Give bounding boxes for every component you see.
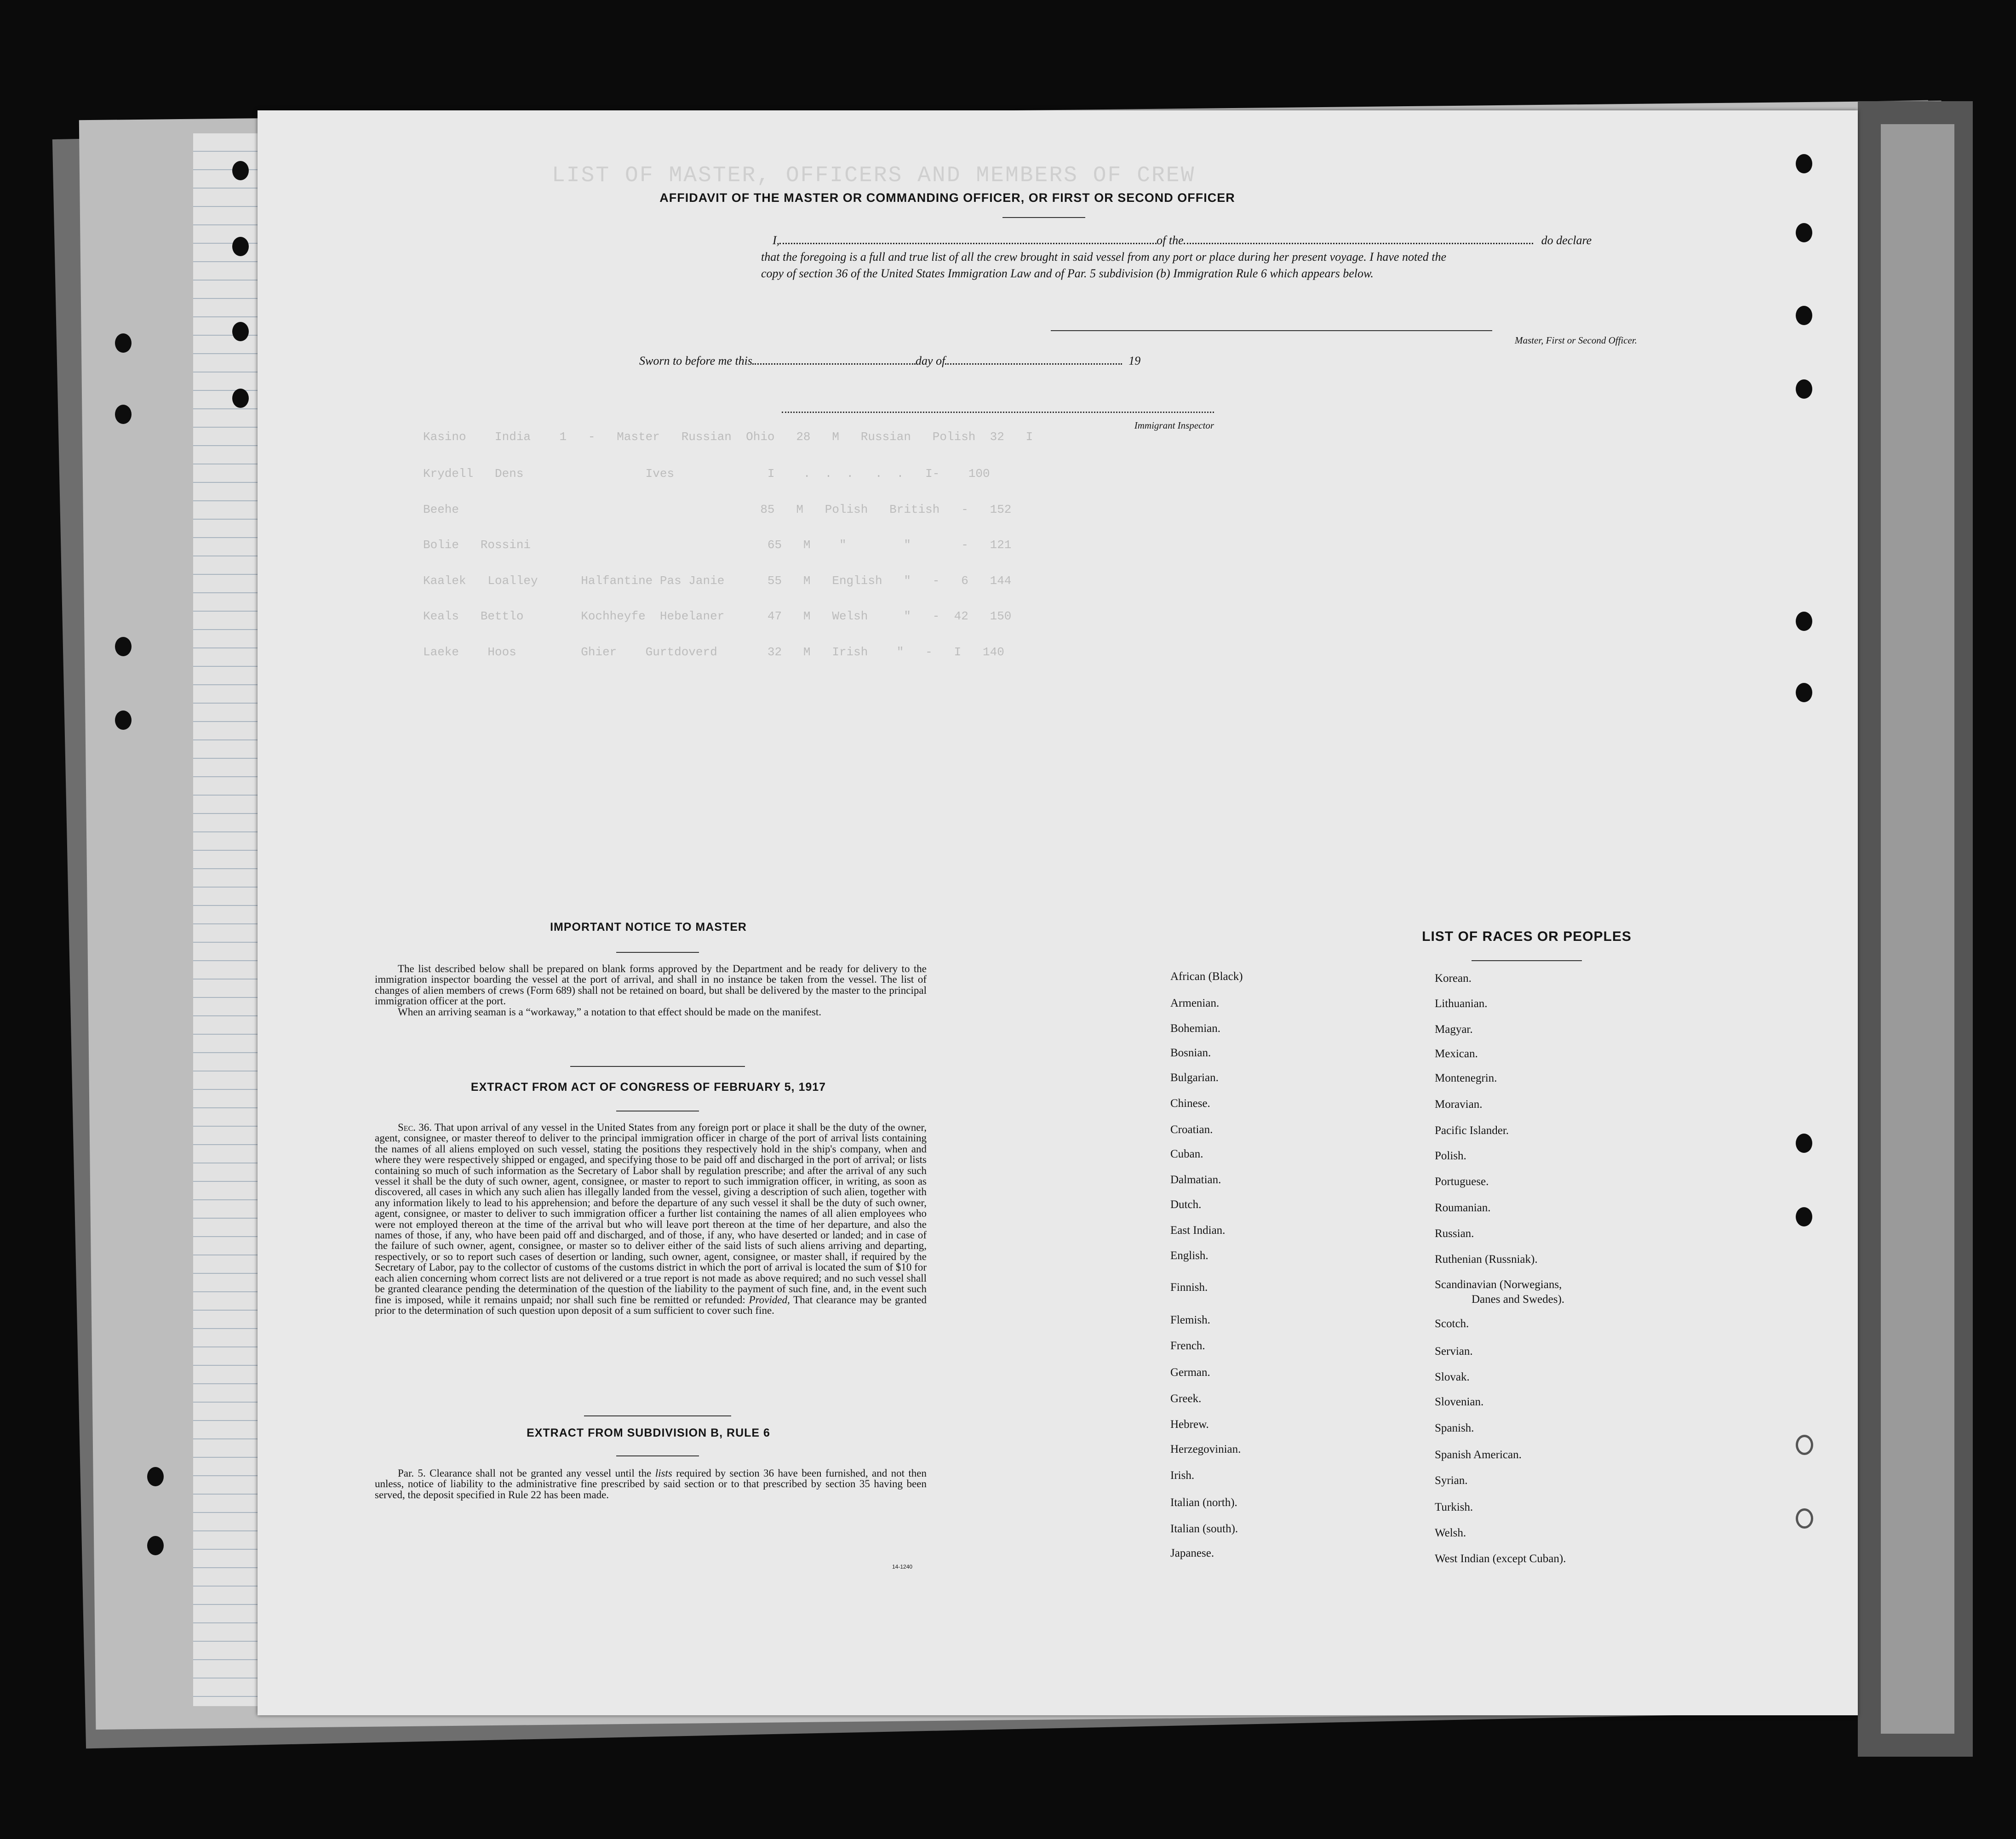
inspector-line — [782, 412, 1214, 413]
punch-hole — [232, 322, 249, 341]
divider — [584, 1415, 731, 1416]
race-item: Moravian. — [1435, 1098, 1483, 1111]
divider — [616, 952, 699, 953]
bleed-through-row: Krydell Dens Ives I . . . . . I- 100 — [423, 467, 990, 481]
divider — [1472, 960, 1582, 961]
punch-hole — [1796, 612, 1812, 631]
sworn-line — [639, 354, 1140, 368]
race-item: Russian. — [1435, 1227, 1474, 1240]
race-item: Irish. — [1170, 1469, 1195, 1482]
race-item: Dutch. — [1170, 1198, 1202, 1211]
race-item: Lithuanian. — [1435, 997, 1488, 1010]
affidavit-of-the: of the — [1157, 234, 1184, 247]
punch-hole — [1796, 1134, 1812, 1153]
race-item: Syrian. — [1435, 1474, 1468, 1487]
race-item: Turkish. — [1435, 1501, 1473, 1513]
race-item: Spanish. — [1435, 1422, 1474, 1434]
notice-title: IMPORTANT NOTICE TO MASTER — [550, 921, 747, 934]
sworn-prefix: Sworn to before me this — [639, 354, 753, 367]
race-item: East Indian. — [1170, 1224, 1226, 1237]
races-title: LIST OF RACES OR PEOPLES — [1422, 929, 1632, 944]
race-item: Roumanian. — [1435, 1202, 1491, 1214]
bleed-through-row: Bolie Rossini 65 M " " - 121 — [423, 538, 1012, 552]
sworn-month-blank — [945, 363, 1122, 365]
race-item: Slovenian. — [1435, 1396, 1484, 1408]
extract-rule-body — [375, 1468, 927, 1500]
rule-text-end: required by section 36 have been furnished, and not then unless, notice of liability to the administrative fine prescribed by said section or to that prescribed by section 35 having been served, the deposit specified in Rule 22 has been made. — [375, 1467, 927, 1501]
affidavit-line-3: copy of section 36 of the United States Immigration Law and of Par. 5 subdivision (b) Immigration Rule 6 which appears below. — [761, 267, 1374, 280]
race-item: Greek. — [1170, 1392, 1202, 1405]
race-item: Korean. — [1435, 972, 1472, 985]
race-item: Ruthenian (Russniak). — [1435, 1253, 1538, 1266]
race-item: Bulgarian. — [1170, 1071, 1219, 1084]
race-item: Italian (south). — [1170, 1523, 1238, 1535]
affidavit-body — [761, 232, 1635, 282]
race-item: Croatian. — [1170, 1123, 1213, 1136]
race-item: French. — [1170, 1340, 1205, 1352]
punch-hole — [1796, 1508, 1813, 1529]
race-item: Servian. — [1435, 1345, 1473, 1358]
form-number: 14-1240 — [892, 1564, 913, 1570]
race-item: Portuguese. — [1435, 1175, 1489, 1188]
race-item: German. — [1170, 1366, 1210, 1379]
punch-hole — [232, 161, 249, 180]
punch-hole — [1796, 1435, 1813, 1455]
section-label: Sec. 36. — [398, 1122, 432, 1133]
punch-hole — [115, 333, 132, 353]
punch-hole — [1796, 154, 1812, 173]
race-item: Hebrew. — [1170, 1418, 1209, 1431]
race-item: Dalmatian. — [1170, 1174, 1221, 1186]
divider — [1002, 217, 1085, 218]
race-item: Japanese. — [1170, 1547, 1214, 1559]
bleed-through-row: Keals Bettlo Kochheyfe Hebelaner 47 M Welsh " - 42 150 — [423, 609, 1012, 623]
punch-hole — [115, 710, 132, 730]
document-page — [258, 110, 1858, 1715]
section-text: That upon arrival of any vessel in the United States from any foreign port or place it shall be the duty of the owner, agent, consignee, or master thereof to deliver to the principal immigration officer in charge of the port of arrival lists containing the names of all aliens employed on such vessel, stating the positions they respectively hold in the ship's company, when and where they were respectively shipped or engaged, and specifying those to be paid off and discharged in the port of arrival; or lists containing so much of such information as the Secretary of Labor shall by regulation prescribe; and after the arrival of any such vessel it shall be the duty of such owner, agent, consignee, or master to report to such immigration officer, in writing, as soon as discovered, all cases in which any such alien has illegally landed from the vessel, giving a description of such alien, together with any information likely to lead to his apprehension; and before the departure of any such vessel it shall be the duty of such owner, agent, consignee, or master to deliver to such immigration officer a further list containing the names of all alien employees who were not employed thereon at the time of the arrival but who will leave port thereon at the time of her departure, and also the names of those, if any, who have been paid off and discharged, and of those, if any, who have deserted or landed; and in case of the failure of such owner, agent, consignee, or master so to deliver either of the said lists of such aliens arriving and departing, respectively, or so to report such cases of desertion or landing, such owner, agent, consignee, or master shall, if required by the Secretary of Labor, pay to the collector of customs of the customs district in which the port of arrival is located the sum of $10 for each alien concerning whom correct lists are not delivered or a true report is not made as above required; and no such vessel shall be granted clearance pending the determination of the question of the liability to the payment of such fine, and, in the event such fine is imposed, while it remains unpaid; nor shall such fine be remitted or refunded: — [375, 1122, 927, 1306]
extract-rule-title: EXTRACT FROM SUBDIVISION B, RULE 6 — [527, 1427, 770, 1439]
race-item: Magyar. — [1435, 1023, 1473, 1036]
punch-hole — [232, 237, 249, 256]
affidavit-i: I, — [773, 234, 780, 247]
extract-act-body — [375, 1122, 927, 1316]
bleed-through-row: Laeke Hoos Ghier Gurtdoverd 32 M Irish " - I 140 — [423, 645, 1004, 659]
sworn-day-blank — [752, 363, 916, 365]
race-item: Scandinavian (Norwegians, — [1435, 1278, 1562, 1291]
affidavit-line-2: that the foregoing is a full and true list of all the crew brought in said vessel from any port or place during her present voyage. I have noted the — [761, 250, 1446, 264]
extract-act-title: EXTRACT FROM ACT OF CONGRESS OF FEBRUARY 5, 1917 — [470, 1081, 826, 1094]
punch-hole — [1796, 683, 1812, 702]
punch-hole — [147, 1467, 164, 1486]
affidavit-declare: do declare — [1541, 234, 1592, 247]
race-item: Chinese. — [1170, 1097, 1210, 1110]
punch-hole — [232, 389, 249, 408]
affidavit-title: AFFIDAVIT OF THE MASTER OR COMMANDING OFFICER, OR FIRST OR SECOND OFFICER — [659, 191, 1235, 205]
punch-hole — [115, 637, 132, 656]
punch-hole — [147, 1536, 164, 1555]
signature-label: Master, First or Second Officer. — [1515, 335, 1637, 346]
race-item: West Indian (except Cuban). — [1435, 1553, 1566, 1565]
punch-hole — [1796, 223, 1812, 242]
divider — [616, 1455, 699, 1456]
race-item: Montenegrin. — [1435, 1072, 1497, 1084]
race-item: Herzegovinian. — [1170, 1443, 1241, 1455]
race-item: Polish. — [1435, 1150, 1466, 1162]
affidavit-line-1 — [761, 232, 1635, 249]
race-item: Scotch. — [1435, 1318, 1469, 1330]
inspector-label: Immigrant Inspector — [1134, 420, 1214, 431]
race-item: Welsh. — [1435, 1527, 1466, 1539]
race-item: Spanish American. — [1435, 1449, 1522, 1461]
punch-hole — [115, 405, 132, 424]
race-item: Mexican. — [1435, 1048, 1478, 1060]
race-item: English. — [1170, 1249, 1208, 1262]
bleed-through-row: Kaalek Loalley Halfantine Pas Janie 55 M English " - 6 144 — [423, 574, 1012, 588]
name-blank — [779, 243, 1157, 244]
bleed-through-row: Beehe 85 M Polish British - 152 — [423, 503, 1012, 516]
notice-paragraph: When an arriving seaman is a “workaway,” a notation to that effect should be made on the manifest. — [398, 1006, 821, 1018]
underlying-page-edge-light — [1881, 124, 1954, 1734]
punch-hole — [1796, 1207, 1812, 1226]
race-item: Bohemian. — [1170, 1022, 1221, 1035]
race-item: Bosnian. — [1170, 1047, 1211, 1059]
provided-word: Provided, — [749, 1294, 790, 1306]
race-item: Flemish. — [1170, 1314, 1210, 1326]
sworn-year: 19 — [1128, 354, 1141, 367]
notice-body — [375, 963, 927, 1017]
lists-word: lists — [655, 1467, 672, 1479]
race-item: Armenian. — [1170, 997, 1220, 1009]
divider — [570, 1066, 745, 1067]
race-item: Finnish. — [1170, 1281, 1208, 1294]
rule-text: Par. 5. Clearance shall not be granted any vessel until the — [398, 1467, 652, 1479]
race-item: Pacific Islander. — [1435, 1124, 1509, 1137]
section-text-end: That clearance may be granted prior to the determination of such question upon deposit of a sum sufficient to cover such fine. — [375, 1294, 927, 1316]
race-item: Italian (north). — [1170, 1496, 1237, 1509]
race-item: African (Black) — [1170, 970, 1243, 983]
bleed-through-row: Kasino India 1 - Master Russian Ohio 28 M Russian Polish 32 I — [423, 430, 1033, 444]
sworn-day-of: day of — [916, 354, 945, 367]
race-item: Slovak. — [1435, 1371, 1470, 1383]
punch-hole — [1796, 306, 1812, 325]
notice-paragraph: The list described below shall be prepared on blank forms approved by the Department and be ready for delivery to the immigration inspector boarding the vessel at the port of arrival, and shall in no instance be taken from the vessel. The list of changes of alien members of crews (Form 689) shall not be retained on board, but shall be delivered by the master to the principal immigration officer at the port. — [375, 963, 927, 1007]
punch-hole — [1796, 379, 1812, 399]
race-item: Danes and Swedes). — [1472, 1293, 1565, 1306]
vessel-blank — [1184, 243, 1533, 244]
signature-line — [1051, 330, 1492, 331]
bleed-through-heading: LIST OF MASTER, OFFICERS AND MEMBERS OF CREW — [552, 163, 1196, 188]
race-item: Cuban. — [1170, 1148, 1203, 1160]
